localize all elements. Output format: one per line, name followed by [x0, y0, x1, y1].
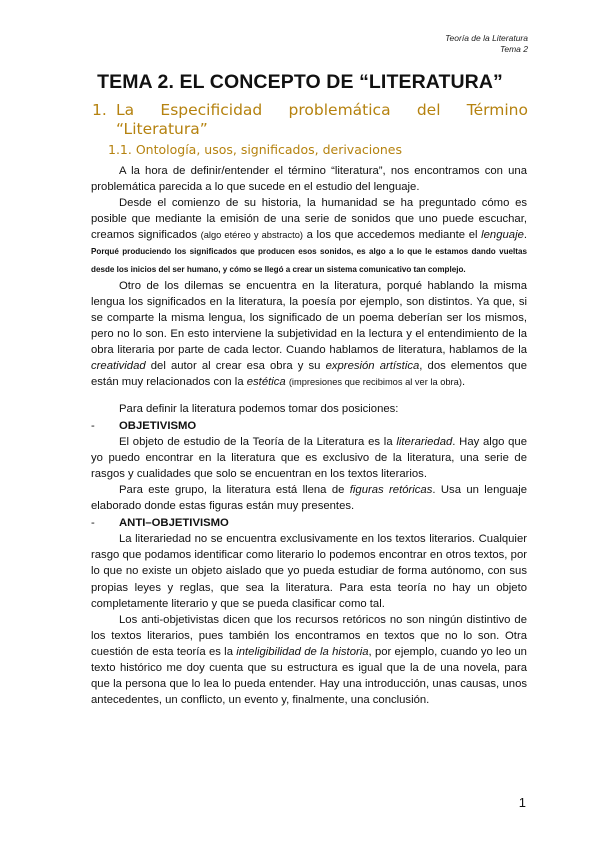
list-item-objetivismo	[91, 418, 527, 434]
header-unit: Tema 2	[499, 44, 528, 54]
bullet-dash: -	[91, 517, 95, 530]
section-title-line2: “Literatura”	[116, 120, 208, 138]
header-course: Teoría de la Literatura	[445, 33, 528, 43]
paragraph: Los anti-objetivistas dicen que los recursos retóricos no son ningún distintivo de los textos literarios, pues también los encontramos en textos que no lo son. Otra cuestión de esta teoría es la inteligibilidad de la historia, por ejemplo, cuando yo leo un texto histórico me doy cuenta que su estructura es igual que la de una novela, para que la persona que lo lea lo pueda entender. Hay una introducción, unas causas, unos antecedentes, un conflicto, un evento y, finalmente, una conclusión.	[91, 613, 527, 707]
emphasis: creatividad	[91, 360, 146, 373]
emphasis: figuras retóricas	[349, 484, 433, 496]
emphasis: literariedad	[396, 435, 453, 448]
subsection-heading: 1.1. Ontología, usos, significados, derivaciones	[108, 142, 402, 157]
emphasis: lenguaje	[481, 229, 524, 242]
paragraph: El objeto de estudio de la Teoría de la Literatura es la literariedad. Hay algo que yo puedo encontrar en la literatura que es exclusivo de la literatura, una serie de rasgos y cualidades que solo se encuentran en los textos literarios.	[91, 435, 527, 480]
paragraph: Para este grupo, la literatura está llena de figuras retóricas. Usa un lenguaje elaborado donde estas figuras están muy presentes.	[91, 484, 528, 513]
list-heading: OBJETIVISMO	[119, 419, 197, 432]
emphasis: inteligibilidad de la historia	[236, 645, 369, 658]
paragraph: Para definir la literatura podemos tomar dos posiciones:	[119, 402, 399, 415]
paragraph: La literariedad no se encuentra exclusivamente en los textos literarios. Cualquier rasgo que podamos identificar como literario lo podemos encontrar en otros textos, por lo que no existe un objeto aislado que yo pueda estudiar de forma autónomo, con sus propias leyes y reglas, que sea la literatura. Para esta teoría no hay un objeto completamente literario y que se pueda clasificar como tal.	[91, 533, 527, 610]
page-title: TEMA 2. EL CONCEPTO DE “LITERATURA”	[97, 71, 503, 93]
bold-note: Porqué produciendo los significados que producen esos sonidos, es algo a lo que le estamos dando vueltas desde los inicios del ser humano, y cómo se llegó a crear un sistema comunicativo tan complejo.	[91, 247, 527, 274]
section-title-line1: La Especificidad problemática del Término	[116, 101, 528, 119]
running-header	[445, 33, 528, 55]
aside-note: (impresiones que recibimos al ver la obra)	[288, 377, 462, 388]
list-item-anti-objetivismo	[91, 515, 527, 531]
paragraph: A la hora de definir/entender el término “literatura”, nos encontramos con una problemática parecida a lo que sucede en el estudio del lenguaje.	[91, 165, 527, 194]
aside-note: (algo etéreo y abstracto)	[200, 230, 303, 241]
bullet-dash: -	[91, 419, 95, 432]
paragraph: Desde el comienzo de su historia, la humanidad se ha preguntado cómo es posible que mediante la emisión de una serie de sonidos que uno puede escuchar, creamos significados (algo etéreo y abstracto) a los que accedemos mediante el lenguaje. Porqué produciendo los significados que producen esos sonidos, es algo a lo que le estamos dando vueltas desde los inicios del ser humano, y cómo se llegó a crear un sistema comunicativo tan complejo.	[91, 197, 527, 274]
list-heading: ANTI–OBJETIVISMO	[119, 517, 229, 530]
paragraph: Otro de los dilemas se encuentra en la literatura, porqué hablando la misma lengua los significados en la literatura, la poesía por ejemplo, son distintos. Ya que, si se comparte la misma lengua, los significado de un poema deberían ser los mismos, pero no lo son. En esto interviene la subjetividad en la lectura y el entendimiento de la obra literaria por parte de cada lector. Cuando hablamos de literatura, hablamos de la creatividad del autor al crear esa obra y su expresión artística, dos elementos que están muy relacionados con la estética (impresiones que recibimos al ver la obra).	[91, 279, 527, 389]
emphasis: estética	[246, 376, 286, 389]
emphasis: expresión artística	[325, 360, 420, 373]
section-number: 1.	[92, 101, 107, 119]
page-number: 1	[518, 795, 526, 810]
body-text	[91, 163, 527, 708]
